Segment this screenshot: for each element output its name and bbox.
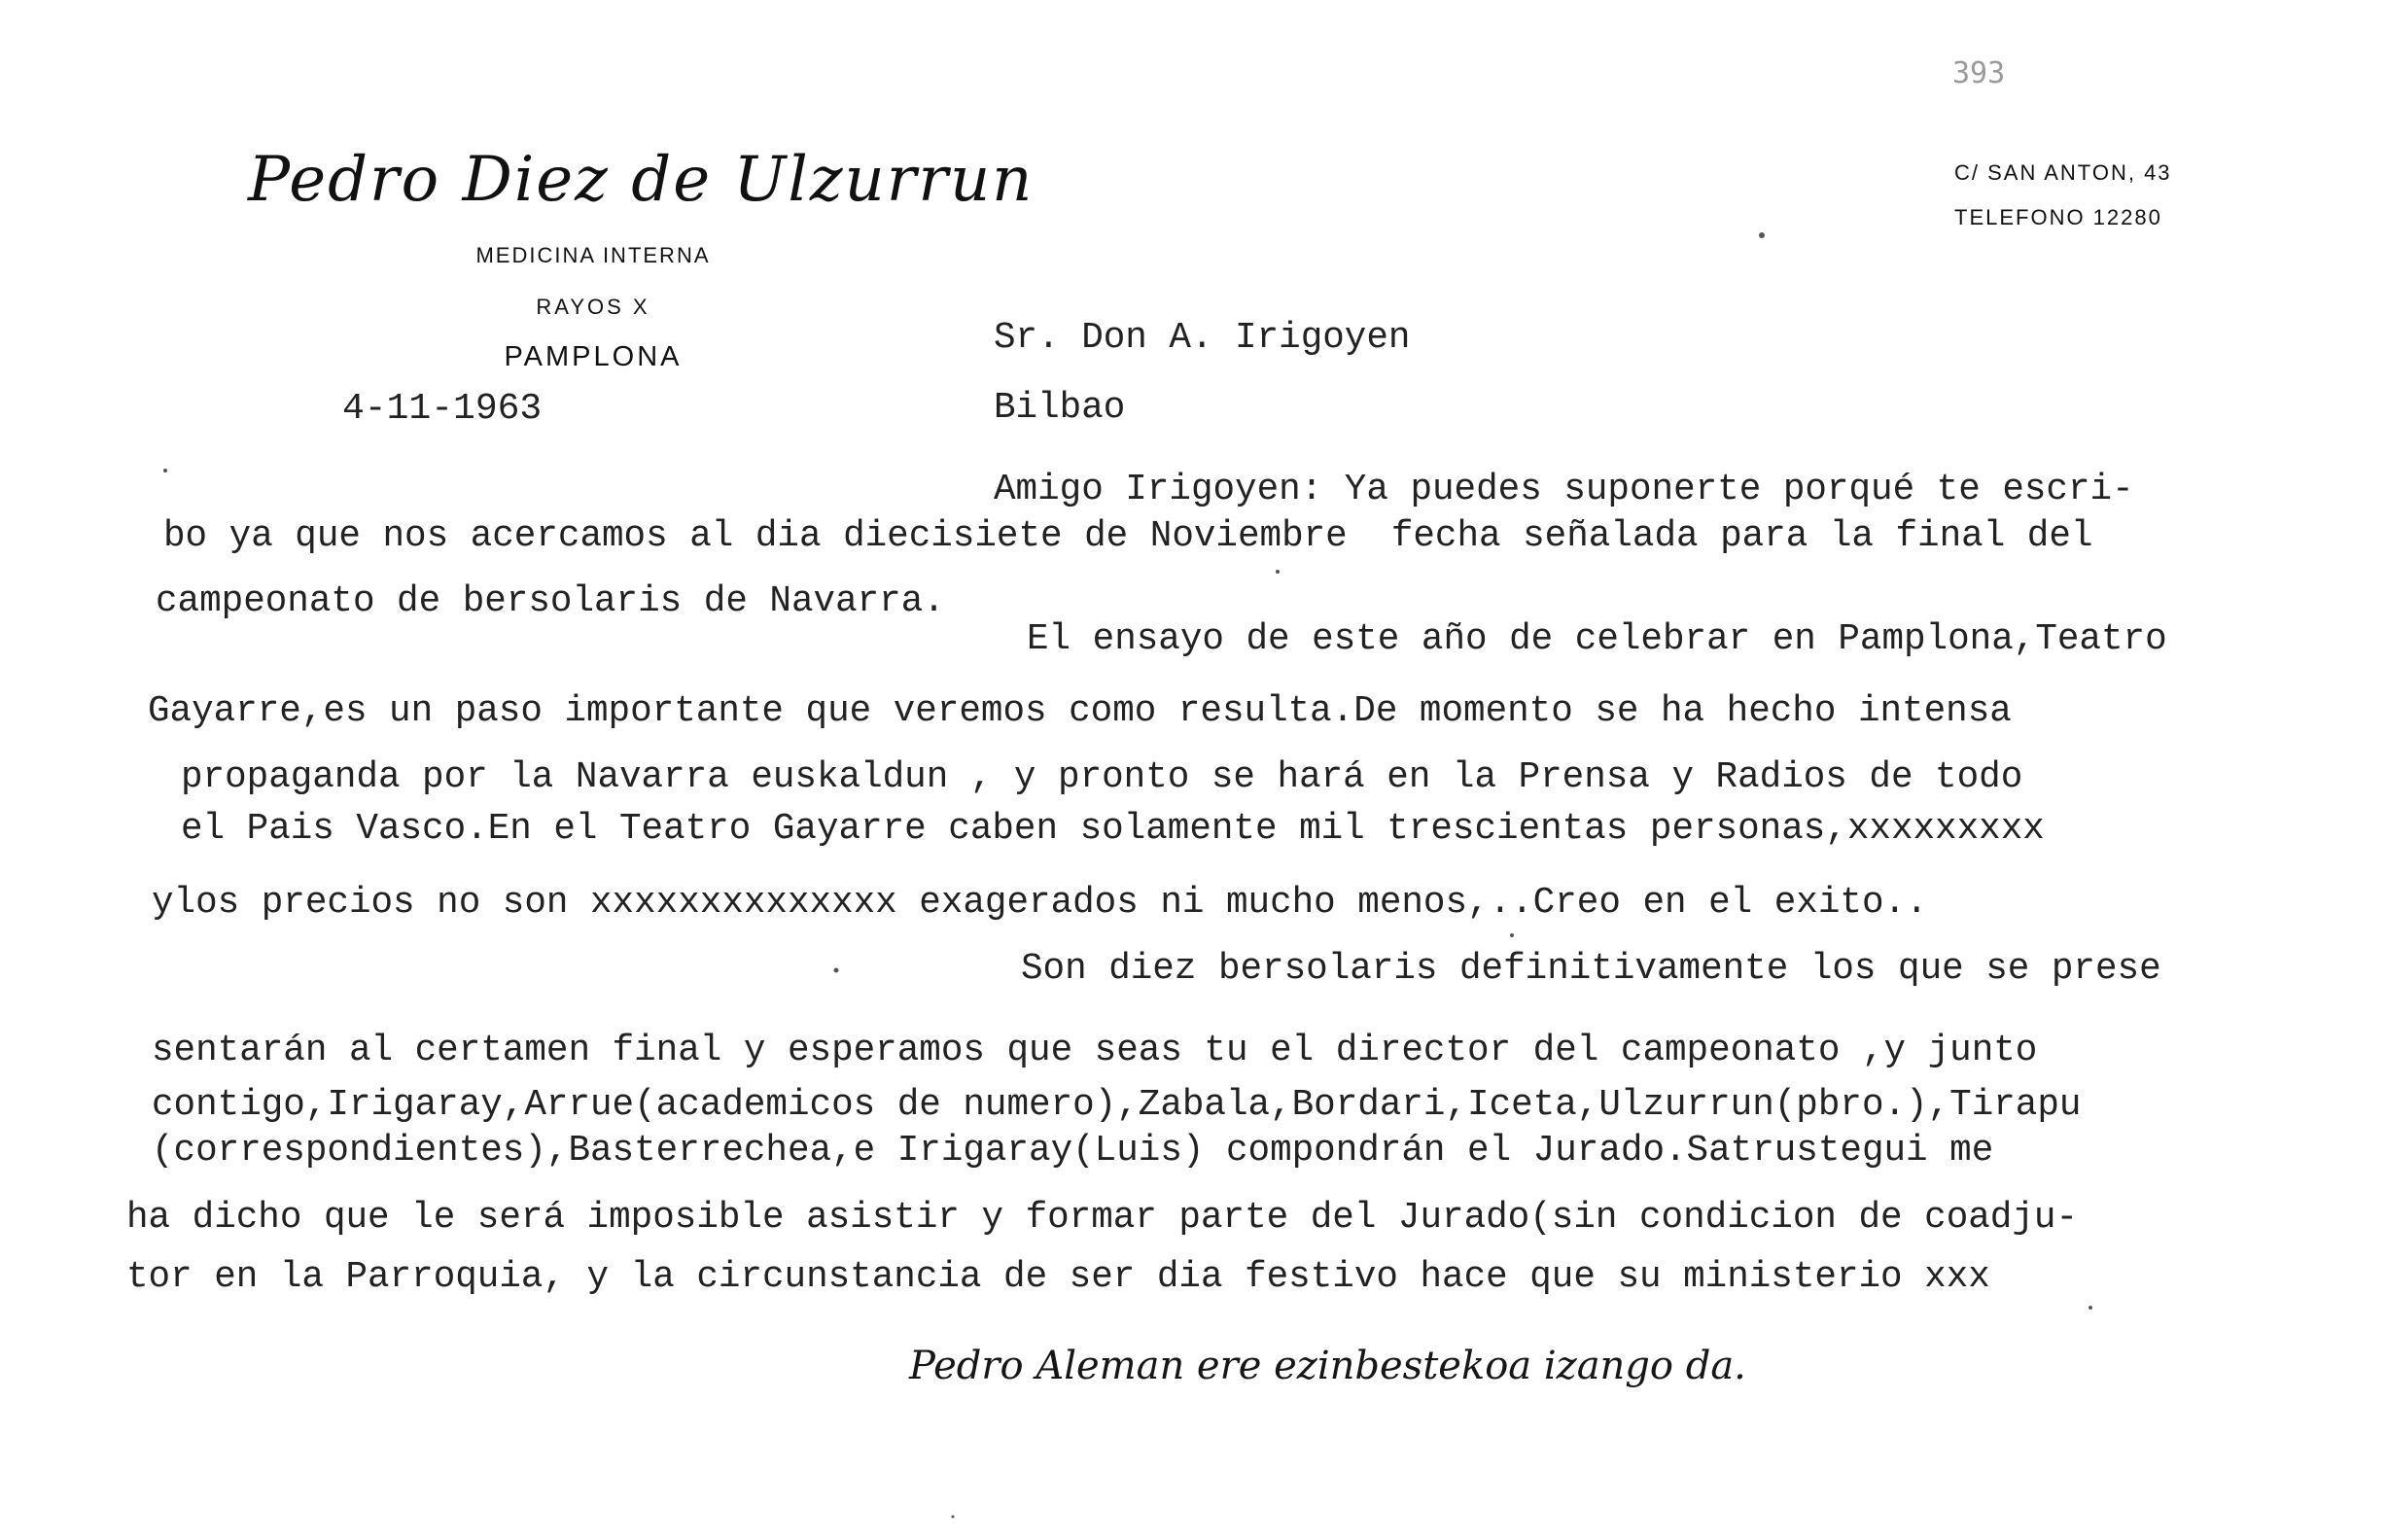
body-line: ha dicho que le será imposible asistir y formar parte del Jurado(sin condicion de coadju- xyxy=(126,1198,2078,1239)
body-line: Amigo Irigoyen: Ya puedes suponerte porqué te escri- xyxy=(994,470,2134,510)
body-line: propaganda por la Navarra euskaldun , y pronto se hará en la Prensa y Radios de todo xyxy=(181,757,2023,798)
letterhead-service: RAYOS X xyxy=(536,295,650,319)
body-line: Son diez bersolaris definitivamente los que se prese xyxy=(1021,949,2161,990)
body-line: El ensayo de este año de celebrar en Pamplona,Teatro xyxy=(1027,619,2167,660)
body-line: bo ya que nos acercamos al dia diecisiete de Noviembre fecha señalada para la final del xyxy=(163,516,2093,557)
body-line: Gayarre,es un paso importante que veremos como resulta.De momento se ha hecho intensa xyxy=(148,691,2012,732)
body-line: contigo,Irigaray,Arrue(academicos de numero),Zabala,Bordari,Iceta,Ulzurrun(pbro.),Tirapu xyxy=(152,1085,2082,1126)
handwritten-note: Pedro Aleman ere ezinbestekoa izango da. xyxy=(909,1344,1746,1388)
letterhead-name: Pedro Diez de Ulzurrun xyxy=(248,144,1035,216)
body-line: (correspondientes),Basterrechea,e Irigaray(Luis) compondrán el Jurado.Satrustegui me xyxy=(152,1131,1994,1172)
recipient: Sr. Don A. Irigoyen xyxy=(994,318,1411,359)
body-line: sentarán al certamen final y esperamos que seas tu el director del campeonato ,y junto xyxy=(152,1031,2038,1071)
body-line: campeonato de bersolaris de Navarra. xyxy=(156,581,945,622)
archive-number: 393 xyxy=(1952,56,2006,90)
letterhead-specialty: MEDICINA INTERNA xyxy=(475,243,711,267)
letterhead-address: C/ SAN ANTON, 43 xyxy=(1954,160,2172,185)
body-line: el Pais Vasco.En el Teatro Gayarre caben solamente mil trescientas personas,xxxxxxxxx xyxy=(181,809,2045,850)
recipient-location: Bilbao xyxy=(994,388,1126,429)
letter-date: 4-11-1963 xyxy=(342,388,543,430)
letterhead-city: PAMPLONA xyxy=(504,341,683,372)
letterhead-phone: TELEFONO 12280 xyxy=(1954,205,2162,229)
letterhead-contact xyxy=(1954,151,2275,240)
body-line: tor en la Parroquia, y la circunstancia de ser dia festivo hace que su ministerio xxx xyxy=(126,1257,1990,1298)
body-line: ylos precios no son xxxxxxxxxxxxxx exagerados ni mucho menos,..Creo en el exito.. xyxy=(152,883,1928,924)
